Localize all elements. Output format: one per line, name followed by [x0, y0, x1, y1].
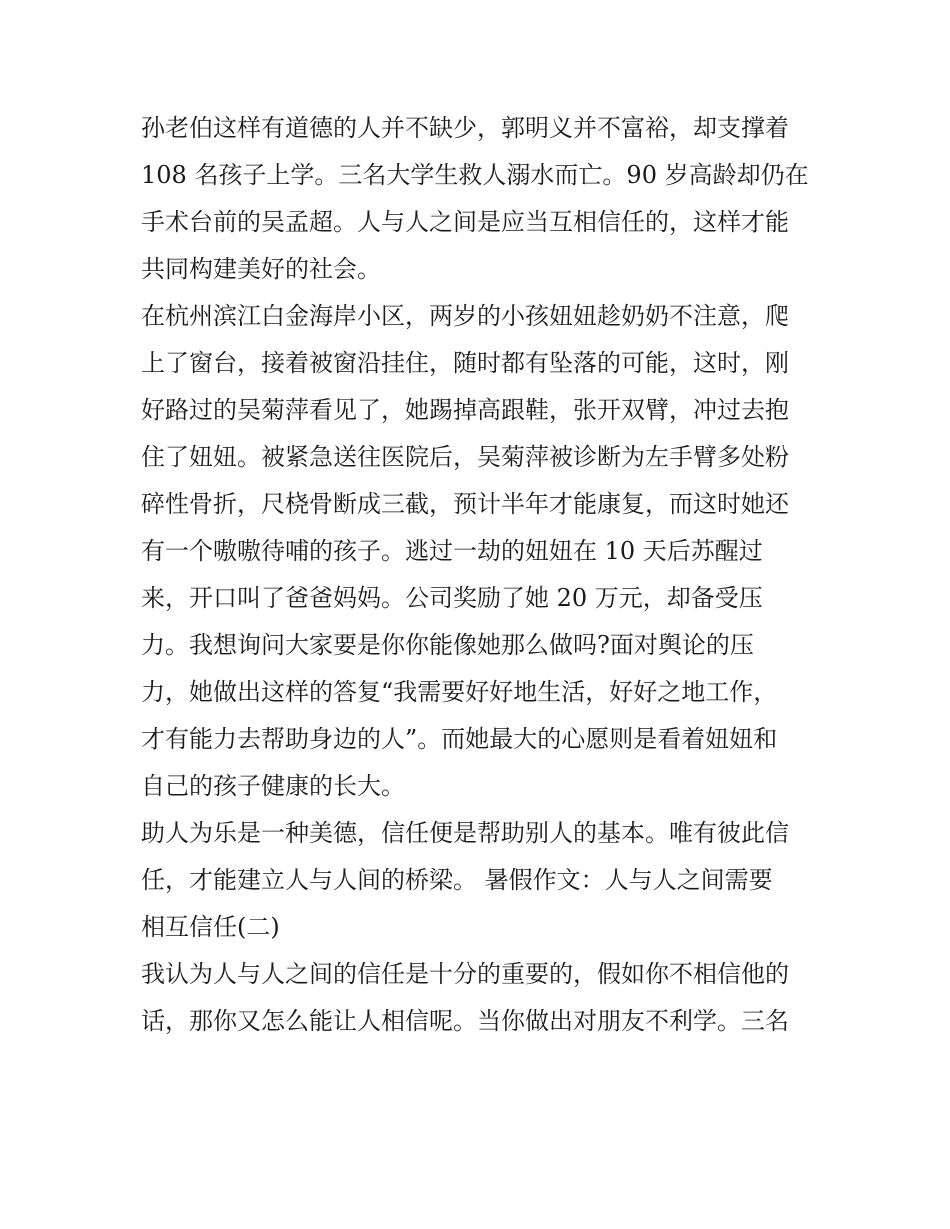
text-line: 有一个嗷嗷待哺的孩子。逃过一劫的妞妞在 10 天后苏醒过 — [141, 537, 763, 565]
text-line: 自己的孩子健康的长大。 — [141, 772, 405, 800]
text-line: 话，那你又怎么能让人相信呢。当你做出对朋友不利学。三名 — [141, 1007, 789, 1035]
text-line: 共同构建美好的社会。 — [141, 255, 381, 283]
text-line: 住了妞妞。被紧急送往医院后，吴菊萍被诊断为左手臂多处粉 — [141, 443, 789, 471]
text-line: 手术台前的吴孟超。人与人之间是应当互相信任的，这样才能 — [141, 208, 789, 236]
text-line: 力。我想询问大家要是你你能像她那么做吗?面对舆论的压 — [141, 631, 754, 659]
text-line: 108 名孩子上学。三名大学生救人溺水而亡。90 岁高龄却仍在 — [141, 161, 809, 189]
text-line: 上了窗台，接着被窗沿挂住，随时都有坠落的可能，这时，刚 — [141, 349, 789, 377]
text-line: 力，她做出这样的答复“我需要好好地生活，好好之地工作， — [141, 678, 778, 706]
text-line: 来，开口叫了爸爸妈妈。公司奖励了她 20 万元，却备受压 — [141, 584, 763, 612]
text-line: 好路过的吴菊萍看见了，她踢掉高跟鞋，张开双臂，冲过去抱 — [141, 396, 789, 424]
document-body — [141, 105, 831, 1045]
text-line: 碎性骨折，尺桡骨断成三截，预计半年才能康复，而这时她还 — [141, 490, 789, 518]
text-line: 相互信任(二) — [141, 913, 280, 941]
text-line: 任，才能建立人与人间的桥梁。 暑假作文：人与人之间需要 — [141, 866, 773, 894]
text-line: 在杭州滨江白金海岸小区，两岁的小孩妞妞趁奶奶不注意，爬 — [141, 302, 789, 330]
text-line: 孙老伯这样有道德的人并不缺少，郭明义并不富裕，却支撑着 — [141, 114, 789, 142]
text-line: 才有能力去帮助身边的人”。而她最大的心愿则是看着妞妞和 — [141, 725, 778, 753]
text-line: 助人为乐是一种美德，信任便是帮助别人的基本。唯有彼此信 — [141, 819, 789, 847]
text-line: 我认为人与人之间的信任是十分的重要的，假如你不相信他的 — [141, 960, 789, 988]
